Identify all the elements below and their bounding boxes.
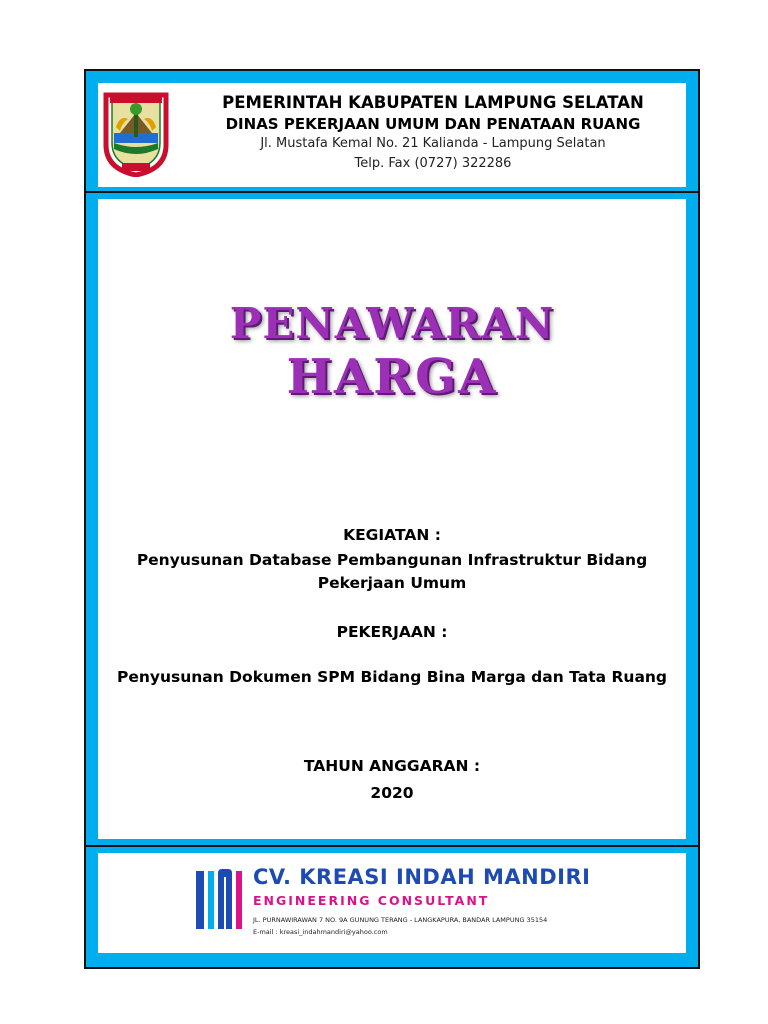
- company-address: JL. PURNAWIRAWAN 7 NO. 9A GUNUNG TERANG - LANGKAPURA, BANDAR LAMPUNG 35154: [253, 916, 548, 924]
- cover-content: [98, 199, 686, 839]
- company-subtitle: ENGINEERING CONSULTANT: [253, 893, 490, 908]
- title-line-1: PENAWARAN: [229, 299, 555, 348]
- kegiatan-line-1: Penyusunan Database Pembangunan Infrastruktur Bidang: [136, 551, 648, 569]
- consultant-logo: [194, 867, 244, 933]
- divider-top: [86, 191, 698, 193]
- pekerjaan-value: Penyusunan Dokumen SPM Bidang Bina Marga dan Tata Ruang: [116, 668, 668, 686]
- letterhead-text: [188, 92, 678, 174]
- regency-emblem-logo: [100, 89, 172, 177]
- company-email: E-mail : kreasi_indahmandiri@yahoo.com: [253, 928, 388, 936]
- title-line-2: HARGA: [286, 349, 498, 405]
- department-name: DINAS PEKERJAAN UMUM DAN PENATAAN RUANG: [225, 115, 641, 133]
- kegiatan-label: KEGIATAN :: [343, 526, 441, 544]
- divider-bottom: [86, 845, 698, 847]
- kegiatan-line-2: Pekerjaan Umum: [317, 574, 467, 592]
- government-name: PEMERINTAH KABUPATEN LAMPUNG SELATAN: [222, 93, 644, 112]
- tahun-anggaran-value: 2020: [370, 784, 414, 802]
- consultant-footer: [98, 853, 686, 953]
- office-address: Jl. Mustafa Kemal No. 21 Kalianda - Lampung Selatan: [260, 136, 606, 151]
- office-phone: Telp. Fax (0727) 322286: [354, 156, 512, 171]
- pekerjaan-label: PEKERJAAN :: [336, 623, 448, 641]
- company-name: CV. KREASI INDAH MANDIRI: [253, 865, 591, 889]
- page-frame: [84, 69, 700, 969]
- tahun-anggaran-label: TAHUN ANGGARAN :: [303, 757, 481, 775]
- letterhead: [98, 83, 686, 187]
